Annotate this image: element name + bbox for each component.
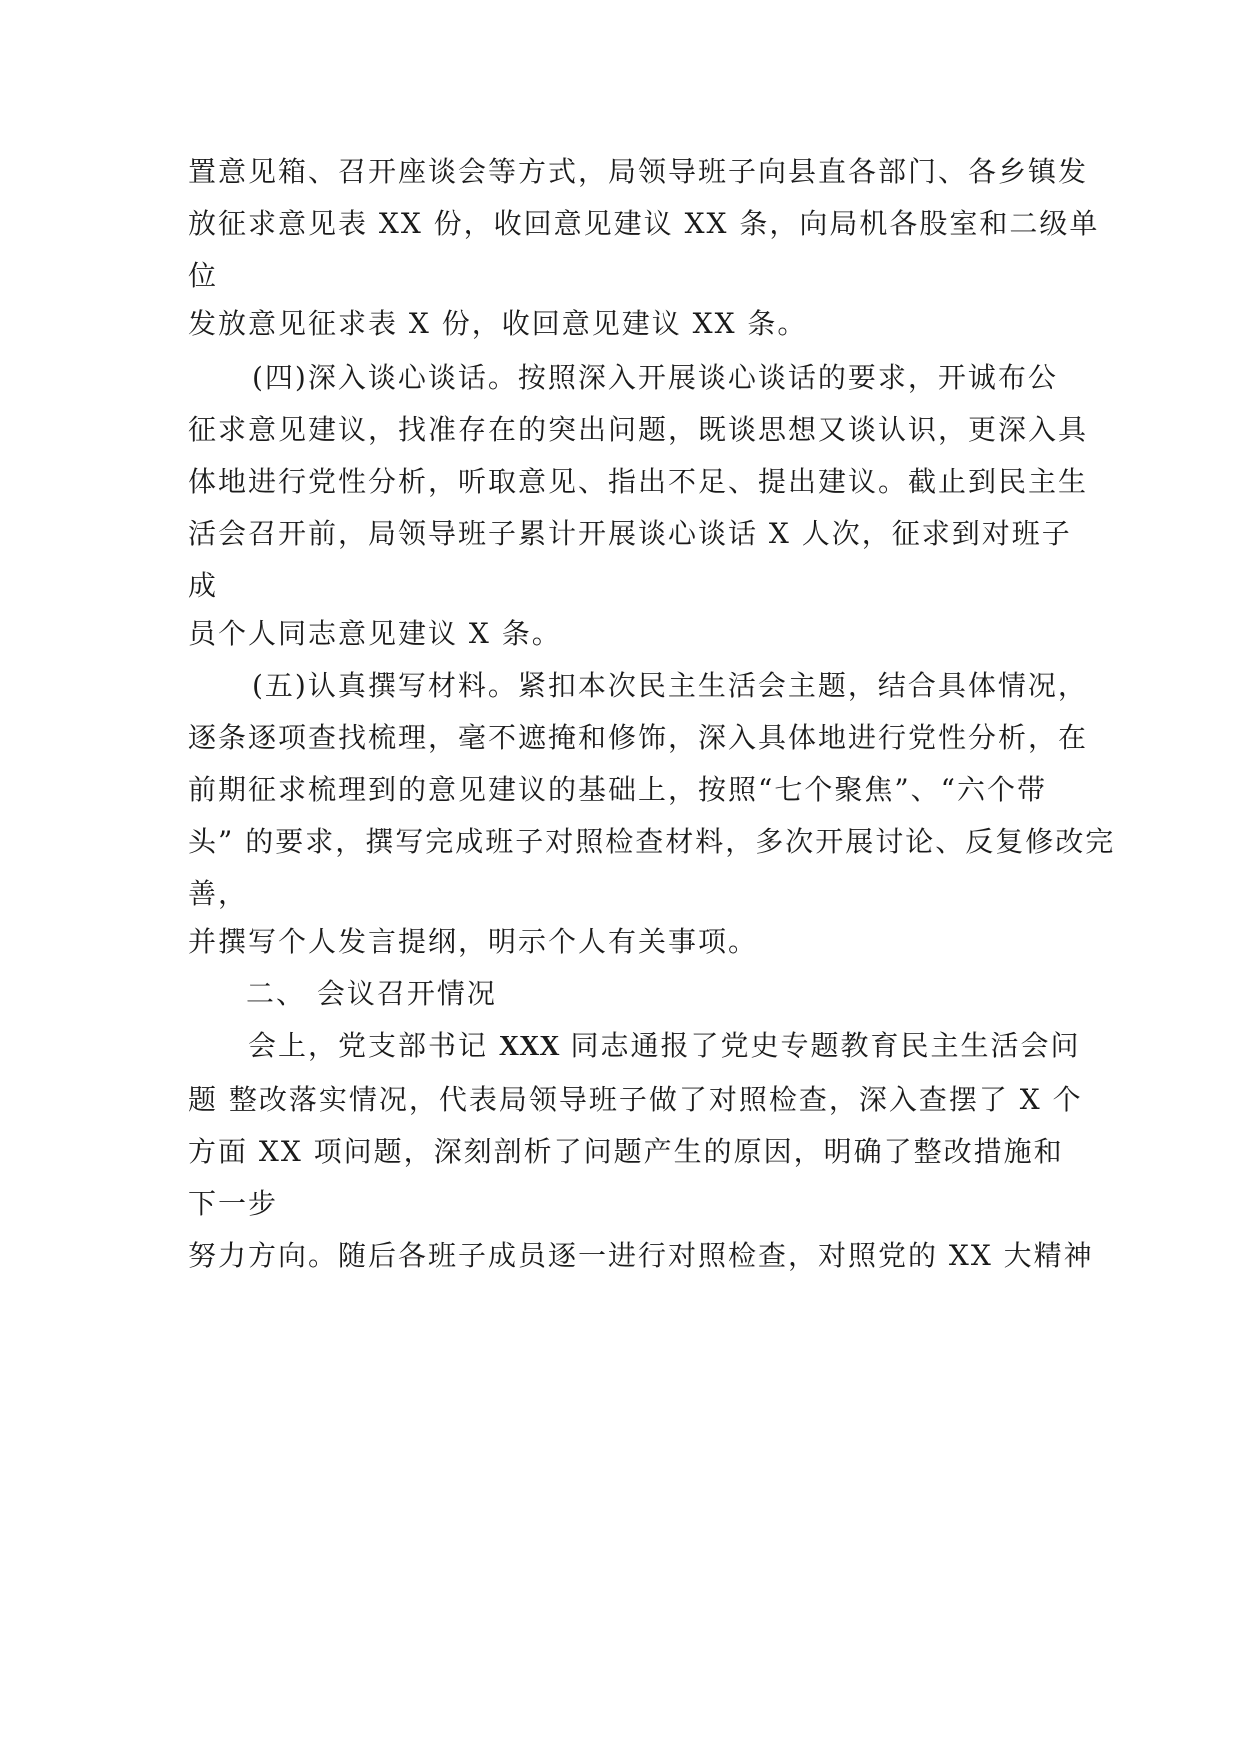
section-four-line: (四)深入谈心谈话。按照深入开展谈心谈话的要求，开诚布公	[252, 361, 1058, 394]
text-line-15: 善，	[188, 877, 249, 910]
text-line-14: 头” 的要求，撰写完成班子对照检查材料，多次开展讨论、反复修改完	[188, 825, 1116, 858]
meeting-intro-prefix: 会上，党支部书记	[248, 1029, 489, 1062]
text-line-9: 成	[188, 569, 219, 602]
text-line-19: 题 整改落实情况，代表局领导班子做了对照检查，深入查摆了 X 个	[188, 1083, 1083, 1116]
text-line-2: 放征求意见表 XX 份，收回意见建议 XX 条，向局机各股室和二级单	[188, 207, 1100, 240]
text-line-3: 位	[188, 259, 219, 292]
text-line-1: 置意见箱、召开座谈会等方式，局领导班子向县直各部门、各乡镇发	[188, 155, 1089, 188]
text-line-22: 努力方向。随后各班子成员逐一进行对照检查，对照党的 XX 大精神	[188, 1239, 1094, 1272]
text-line-13: 前期征求梳理到的意见建议的基础上，按照“七个聚焦”、“六个带	[188, 773, 1047, 806]
text-line-4: 发放意见征求表 X 份，收回意见建议 XX 条。	[188, 307, 808, 340]
text-line-6: 征求意见建议，找准存在的突出问题，既谈思想又谈认识，更深入具	[188, 413, 1089, 446]
text-line-20: 方面 XX 项问题，深刻剖析了问题产生的原因，明确了整改措施和	[188, 1135, 1064, 1168]
section-heading-meeting: 二、 会议召开情况	[246, 977, 497, 1010]
text-line-16: 并撰写个人发言提纲，明示个人有关事项。	[188, 925, 759, 958]
text-line-8: 活会召开前，局领导班子累计开展谈心谈话 X 人次，征求到对班子	[188, 517, 1072, 550]
meeting-intro-rest: 同志通报了党史专题教育民主生活会问	[570, 1029, 1081, 1062]
secretary-name: XXX	[498, 1031, 560, 1062]
text-line-10: 员个人同志意见建议 X 条。	[188, 617, 562, 650]
section-five-line: (五)认真撰写材料。紧扣本次民主生活会主题，结合具体情况，	[252, 669, 1088, 702]
text-line-21: 下一步	[188, 1187, 279, 1220]
text-line-7: 体地进行党性分析，听取意见、指出不足、提出建议。截止到民主生	[188, 465, 1089, 498]
text-line-12: 逐条逐项查找梳理，毫不遮掩和修饰，深入具体地进行党性分析，在	[188, 721, 1089, 754]
meeting-intro-line	[248, 1026, 1081, 1067]
